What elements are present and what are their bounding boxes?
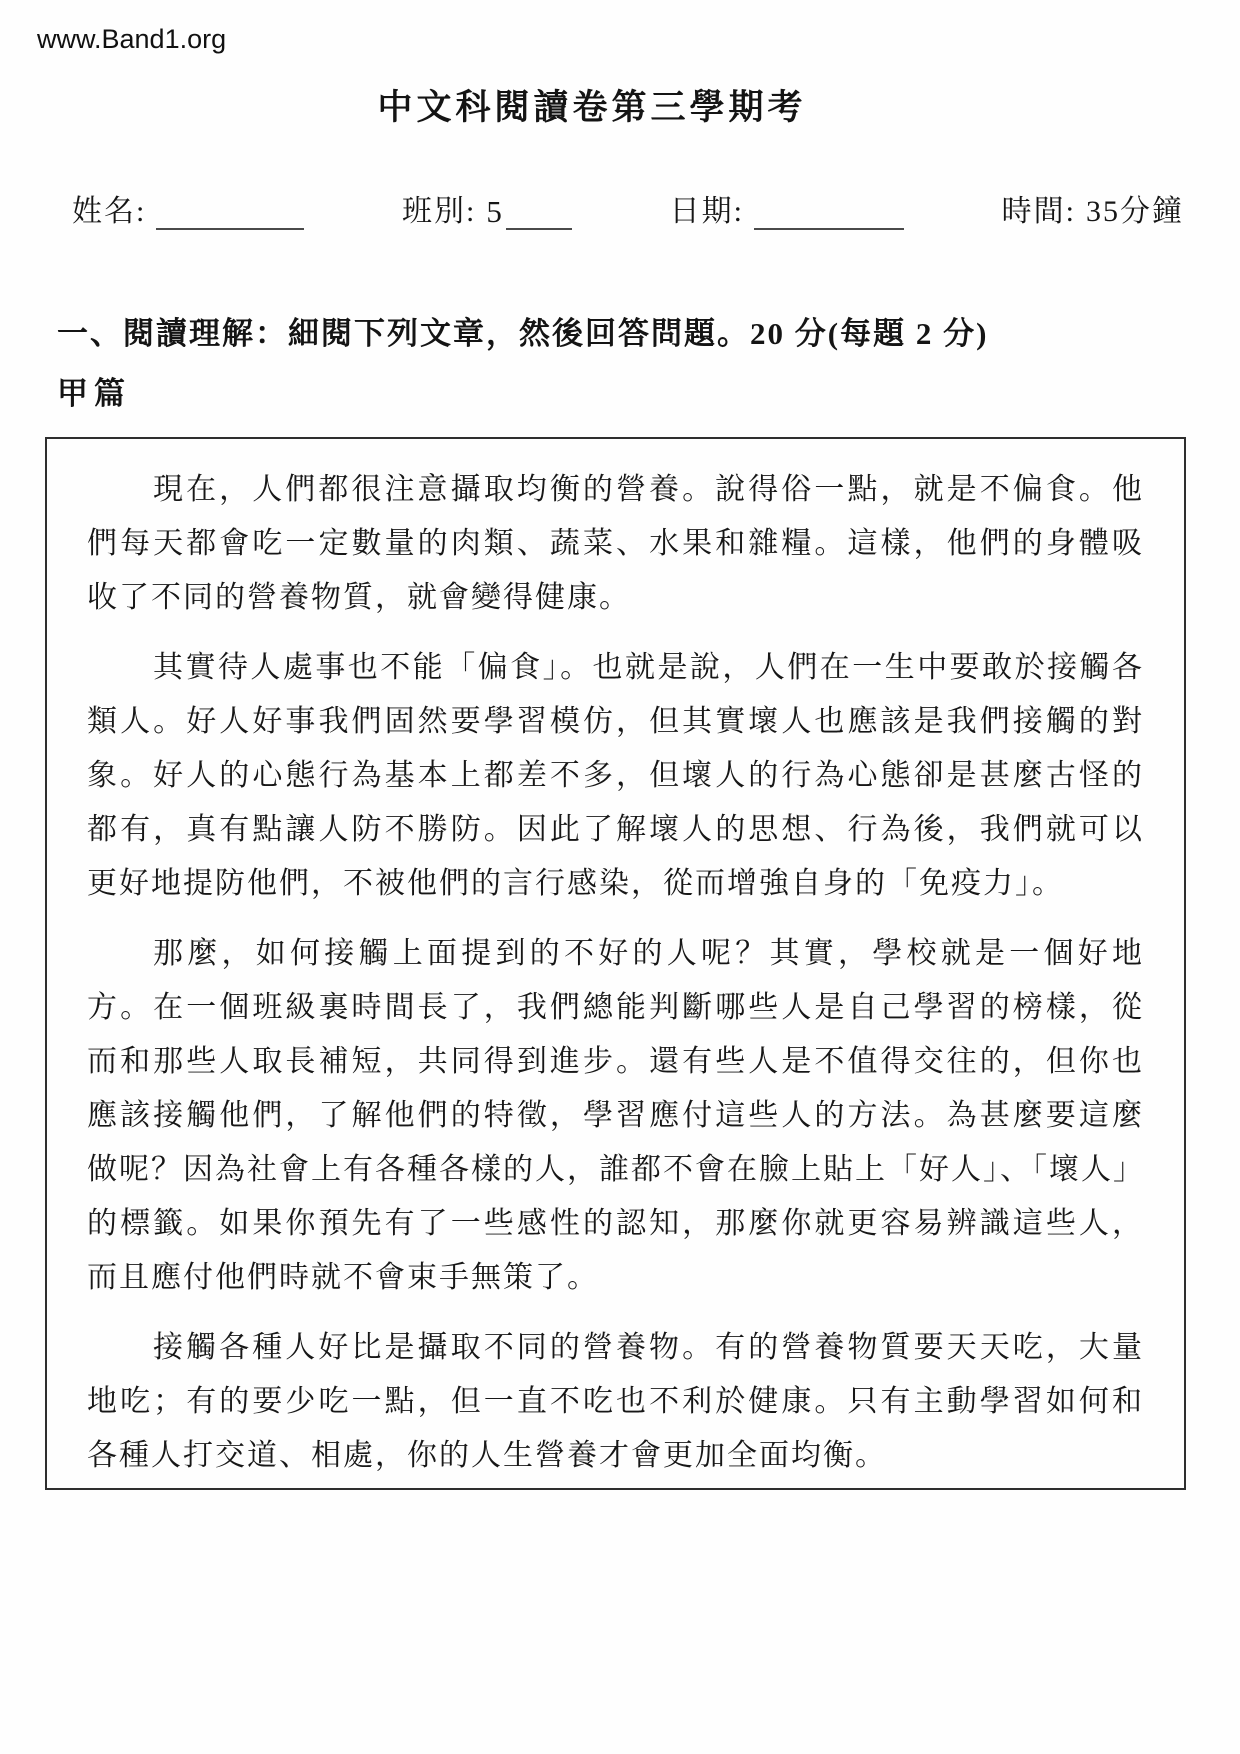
passage-line: 而且應付他們時就不會束手無策了。 — [87, 1261, 599, 1294]
site-url: www.Band1.org — [37, 24, 227, 54]
passage-paragraph — [87, 1321, 1144, 1483]
page-title: 中文科閱讀卷第三學期考 — [377, 88, 807, 127]
time-field-value: 35分鐘 — [1085, 195, 1184, 228]
passage-line: 接觸各種人好比是攝取不同的營養物。有的營養物質要天天吃，大量 — [153, 1331, 1144, 1364]
passage-line: 方。在一個班級裏時間長了，我們總能判斷哪些人是自己學習的榜樣，從 — [87, 991, 1144, 1024]
passage-line: 其實待人處事也不能「偏食」。也就是說，人們在一生中要敢於接觸各 — [153, 651, 1144, 684]
passage-line: 收了不同的營養物質，就會變得健康。 — [87, 581, 631, 614]
date-blank-line — [754, 200, 904, 230]
passage-line: 而和那些人取長補短，共同得到進步。還有些人是不值得交往的，但你也 — [87, 1045, 1144, 1078]
name-field — [72, 186, 304, 230]
passage-line: 的標籤。如果你預先有了一些感性的認知，那麼你就更容易辨識這些人， — [87, 1207, 1144, 1240]
reading-passage — [45, 437, 1186, 1490]
exam-info-row — [72, 186, 1184, 230]
passage-line: 們每天都會吃一定數量的肉類、蔬菜、水果和雜糧。這樣，他們的身體吸 — [87, 527, 1144, 560]
passage-line: 象。好人的心態行為基本上都差不多，但壞人的行為心態卻是甚麼古怪的 — [87, 759, 1144, 792]
date-field-label: 日期: — [669, 195, 744, 228]
passage-line: 應該接觸他們，了解他們的特徵，學習應付這些人的方法。為甚麼要這麼 — [87, 1099, 1144, 1132]
class-field — [402, 186, 572, 230]
passage-line: 現在，人們都很注意攝取均衡的營養。說得俗一點，就是不偏食。他 — [153, 473, 1144, 506]
class-blank-line — [506, 200, 572, 230]
name-field-label: 姓名: — [72, 195, 147, 228]
passage-line: 那麼，如何接觸上面提到的不好的人呢？其實，學校就是一個好地 — [153, 937, 1144, 970]
part-label: 甲篇 — [57, 376, 131, 411]
class-field-value: 5 — [486, 194, 504, 229]
passage-paragraph — [87, 641, 1144, 911]
passage-line: 地吃；有的要少吃一點，但一直不吃也不利於健康。只有主動學習如何和 — [87, 1385, 1144, 1418]
passage-line: 類人。好人好事我們固然要學習模仿，但其實壞人也應該是我們接觸的對 — [87, 705, 1144, 738]
passage-line: 都有，真有點讓人防不勝防。因此了解壞人的思想、行為後，我們就可以 — [87, 813, 1144, 846]
passage-line: 做呢？因為社會上有各種各樣的人，誰都不會在臉上貼上「好人」、「壞人」 — [87, 1153, 1145, 1186]
passage-line: 更好地提防他們，不被他們的言行感染，從而增強自身的「免疫力」。 — [87, 867, 1064, 900]
passage-line: 各種人打交道、相處，你的人生營養才會更加全面均衡。 — [87, 1439, 887, 1472]
passage-paragraph — [87, 927, 1144, 1305]
time-field-label: 時間: — [1001, 195, 1076, 228]
time-field — [1002, 186, 1184, 230]
section-heading: 一、閱讀理解：細閱下列文章，然後回答問題。20 分(每題 2 分) — [57, 316, 989, 351]
passage-paragraph — [87, 463, 1144, 625]
name-blank-line — [156, 200, 304, 230]
class-field-label: 班別: — [402, 195, 477, 228]
date-field — [670, 186, 904, 230]
